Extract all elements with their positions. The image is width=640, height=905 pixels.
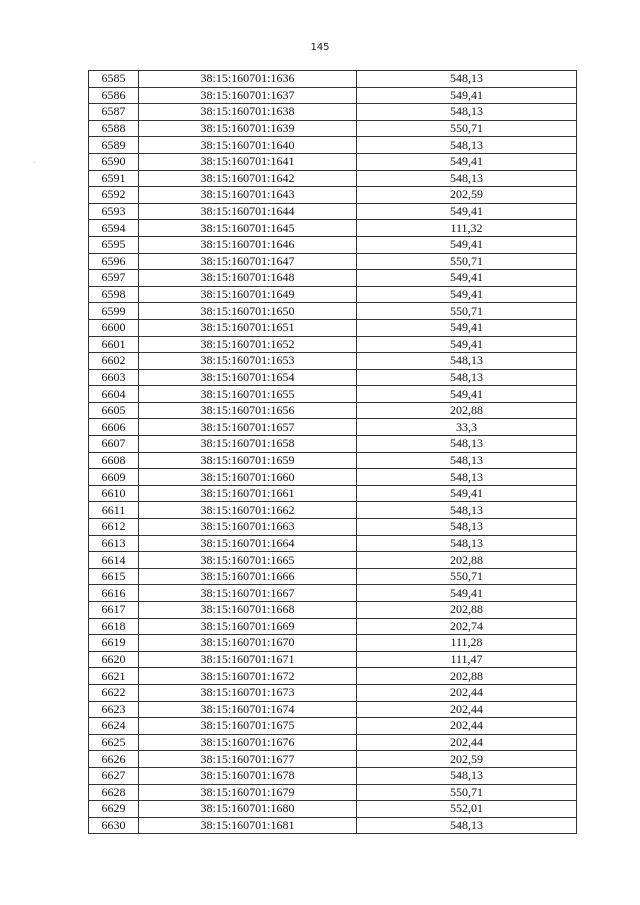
area-cell: 202,44 [357,684,577,701]
row-number-cell: 6624 [89,718,139,735]
cadastral-number-cell: 38:15:160701:1658 [139,436,357,453]
cadastral-number-cell: 38:15:160701:1674 [139,701,357,718]
row-number-cell: 6591 [89,170,139,187]
table-row [89,469,577,486]
row-number-cell: 6625 [89,734,139,751]
row-number-cell: 6619 [89,635,139,652]
row-number-cell: 6622 [89,684,139,701]
cadastral-number-cell: 38:15:160701:1666 [139,568,357,585]
row-number-cell: 6588 [89,120,139,137]
area-cell: 549,41 [357,270,577,287]
table-row [89,684,577,701]
cadastral-number-cell: 38:15:160701:1644 [139,203,357,220]
area-cell: 202,44 [357,718,577,735]
area-cell: 549,41 [357,319,577,336]
table-row [89,552,577,569]
row-number-cell: 6623 [89,701,139,718]
cadastral-number-cell: 38:15:160701:1676 [139,734,357,751]
table-row [89,535,577,552]
row-number-cell: 6599 [89,303,139,320]
table-row [89,718,577,735]
cadastral-number-cell: 38:15:160701:1677 [139,751,357,768]
row-number-cell: 6626 [89,751,139,768]
table-row [89,651,577,668]
area-cell: 202,88 [357,552,577,569]
cadastral-number-cell: 38:15:160701:1645 [139,220,357,237]
cadastral-number-cell: 38:15:160701:1652 [139,336,357,353]
area-cell: 202,44 [357,701,577,718]
table-row [89,751,577,768]
row-number-cell: 6600 [89,319,139,336]
area-cell: 549,41 [357,203,577,220]
cadastral-number-cell: 38:15:160701:1672 [139,668,357,685]
cadastral-number-cell: 38:15:160701:1671 [139,651,357,668]
table-row [89,767,577,784]
cadastral-number-cell: 38:15:160701:1653 [139,353,357,370]
area-cell: 549,41 [357,236,577,253]
area-cell: 548,13 [357,817,577,834]
row-number-cell: 6615 [89,568,139,585]
row-number-cell: 6596 [89,253,139,270]
cadastral-number-cell: 38:15:160701:1647 [139,253,357,270]
row-number-cell: 6605 [89,402,139,419]
cadastral-number-cell: 38:15:160701:1648 [139,270,357,287]
table-row [89,137,577,154]
area-cell: 549,41 [357,153,577,170]
table-row [89,452,577,469]
area-cell: 549,41 [357,336,577,353]
area-cell: 548,13 [357,353,577,370]
area-cell: 202,74 [357,618,577,635]
table-row [89,436,577,453]
table-row [89,369,577,386]
cadastral-number-cell: 38:15:160701:1656 [139,402,357,419]
table-row [89,87,577,104]
row-number-cell: 6608 [89,452,139,469]
area-cell: 33,3 [357,419,577,436]
area-cell: 549,41 [357,286,577,303]
area-cell: 548,13 [357,369,577,386]
table-row [89,236,577,253]
table-row [89,104,577,121]
table-row [89,817,577,834]
row-number-cell: 6604 [89,386,139,403]
area-cell: 552,01 [357,801,577,818]
cadastral-number-cell: 38:15:160701:1651 [139,319,357,336]
table-row [89,253,577,270]
table-row [89,220,577,237]
row-number-cell: 6627 [89,767,139,784]
row-number-cell: 6609 [89,469,139,486]
area-cell: 548,13 [357,502,577,519]
row-number-cell: 6613 [89,535,139,552]
cadastral-number-cell: 38:15:160701:1659 [139,452,357,469]
table-row [89,585,577,602]
area-cell: 548,13 [357,137,577,154]
row-number-cell: 6610 [89,485,139,502]
cadastral-table [88,70,577,834]
table-row [89,120,577,137]
row-number-cell: 6617 [89,602,139,619]
area-cell: 111,32 [357,220,577,237]
area-cell: 550,71 [357,784,577,801]
scan-mark: . [33,156,36,165]
table-row [89,801,577,818]
table-row [89,353,577,370]
table-row [89,203,577,220]
row-number-cell: 6597 [89,270,139,287]
cadastral-number-cell: 38:15:160701:1646 [139,236,357,253]
area-cell: 550,71 [357,253,577,270]
table-row [89,153,577,170]
row-number-cell: 6602 [89,353,139,370]
cadastral-number-cell: 38:15:160701:1655 [139,386,357,403]
table-row [89,419,577,436]
area-cell: 111,47 [357,651,577,668]
cadastral-number-cell: 38:15:160701:1641 [139,153,357,170]
area-cell: 548,13 [357,767,577,784]
table-row [89,618,577,635]
cadastral-number-cell: 38:15:160701:1673 [139,684,357,701]
page-number: 145 [310,42,330,53]
table-row [89,701,577,718]
area-cell: 548,13 [357,535,577,552]
cadastral-number-cell: 38:15:160701:1649 [139,286,357,303]
cadastral-number-cell: 38:15:160701:1663 [139,519,357,536]
cadastral-number-cell: 38:15:160701:1670 [139,635,357,652]
cadastral-number-cell: 38:15:160701:1665 [139,552,357,569]
cadastral-number-cell: 38:15:160701:1669 [139,618,357,635]
area-cell: 202,44 [357,734,577,751]
table-row [89,319,577,336]
area-cell: 549,41 [357,585,577,602]
cadastral-number-cell: 38:15:160701:1675 [139,718,357,735]
area-cell: 548,13 [357,104,577,121]
area-cell: 111,28 [357,635,577,652]
row-number-cell: 6592 [89,187,139,204]
cadastral-number-cell: 38:15:160701:1679 [139,784,357,801]
row-number-cell: 6620 [89,651,139,668]
area-cell: 549,41 [357,87,577,104]
area-cell: 548,13 [357,452,577,469]
table-row [89,668,577,685]
area-cell: 548,13 [357,436,577,453]
row-number-cell: 6607 [89,436,139,453]
table-row [89,402,577,419]
area-cell: 550,71 [357,568,577,585]
area-cell: 548,13 [357,170,577,187]
cadastral-number-cell: 38:15:160701:1637 [139,87,357,104]
table-row [89,485,577,502]
area-cell: 550,71 [357,303,577,320]
row-number-cell: 6589 [89,137,139,154]
table-row [89,784,577,801]
area-cell: 202,88 [357,402,577,419]
table-row [89,187,577,204]
table-row [89,519,577,536]
row-number-cell: 6628 [89,784,139,801]
cadastral-number-cell: 38:15:160701:1662 [139,502,357,519]
cadastral-number-cell: 38:15:160701:1650 [139,303,357,320]
cadastral-number-cell: 38:15:160701:1680 [139,801,357,818]
area-cell: 549,41 [357,485,577,502]
area-cell: 202,59 [357,187,577,204]
row-number-cell: 6612 [89,519,139,536]
area-cell: 548,13 [357,469,577,486]
area-cell: 202,88 [357,668,577,685]
table-row [89,635,577,652]
row-number-cell: 6630 [89,817,139,834]
row-number-cell: 6629 [89,801,139,818]
cadastral-number-cell: 38:15:160701:1642 [139,170,357,187]
cadastral-number-cell: 38:15:160701:1678 [139,767,357,784]
row-number-cell: 6587 [89,104,139,121]
row-number-cell: 6593 [89,203,139,220]
row-number-cell: 6586 [89,87,139,104]
row-number-cell: 6618 [89,618,139,635]
cadastral-number-cell: 38:15:160701:1639 [139,120,357,137]
row-number-cell: 6603 [89,369,139,386]
table-row [89,270,577,287]
table-row [89,286,577,303]
cadastral-number-cell: 38:15:160701:1640 [139,137,357,154]
row-number-cell: 6595 [89,236,139,253]
row-number-cell: 6621 [89,668,139,685]
table-row [89,386,577,403]
cadastral-number-cell: 38:15:160701:1638 [139,104,357,121]
row-number-cell: 6614 [89,552,139,569]
cadastral-number-cell: 38:15:160701:1657 [139,419,357,436]
area-cell: 202,88 [357,602,577,619]
table-row [89,71,577,88]
cadastral-number-cell: 38:15:160701:1681 [139,817,357,834]
row-number-cell: 6611 [89,502,139,519]
row-number-cell: 6616 [89,585,139,602]
row-number-cell: 6598 [89,286,139,303]
table-row [89,734,577,751]
table-row [89,568,577,585]
area-cell: 550,71 [357,120,577,137]
row-number-cell: 6585 [89,71,139,88]
cadastral-number-cell: 38:15:160701:1668 [139,602,357,619]
cadastral-number-cell: 38:15:160701:1661 [139,485,357,502]
cadastral-number-cell: 38:15:160701:1654 [139,369,357,386]
table-row [89,303,577,320]
table-row [89,336,577,353]
cadastral-number-cell: 38:15:160701:1660 [139,469,357,486]
row-number-cell: 6606 [89,419,139,436]
table-row [89,602,577,619]
table-body [89,71,577,834]
area-cell: 549,41 [357,386,577,403]
row-number-cell: 6601 [89,336,139,353]
cadastral-number-cell: 38:15:160701:1664 [139,535,357,552]
cadastral-number-cell: 38:15:160701:1636 [139,71,357,88]
area-cell: 202,59 [357,751,577,768]
cadastral-number-cell: 38:15:160701:1667 [139,585,357,602]
table-row [89,170,577,187]
row-number-cell: 6590 [89,153,139,170]
area-cell: 548,13 [357,71,577,88]
area-cell: 548,13 [357,519,577,536]
cadastral-number-cell: 38:15:160701:1643 [139,187,357,204]
row-number-cell: 6594 [89,220,139,237]
table-row [89,502,577,519]
